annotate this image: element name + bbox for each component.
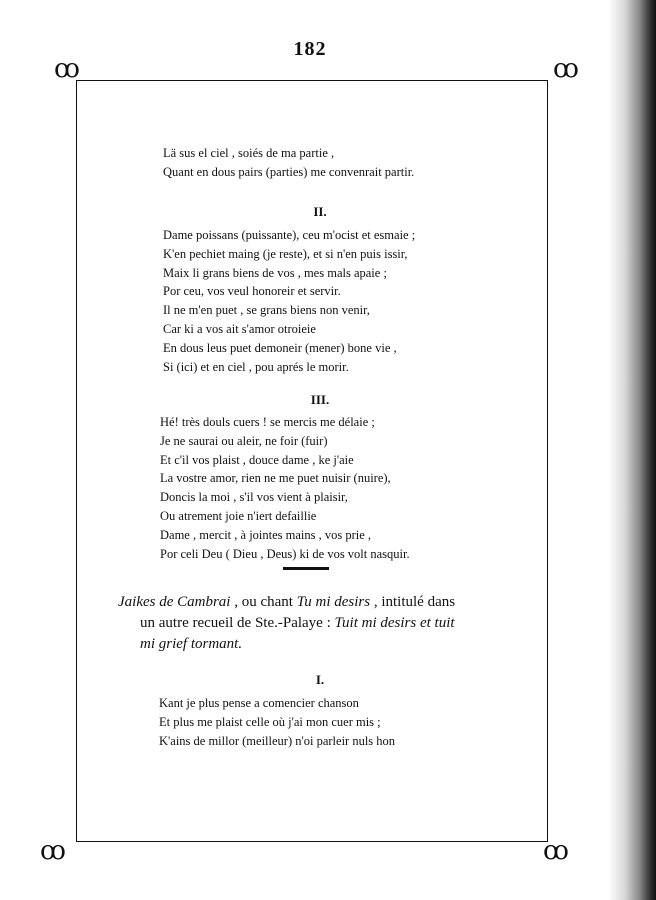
verse-line: Il ne m'en puet , se grans biens non venir, — [163, 303, 370, 318]
verse-line: Dame , mercit , à jointes mains , vos prie , — [160, 527, 372, 542]
section-divider-rule — [283, 567, 329, 570]
verse-line: Si (ici) et en ciel , pou aprés le morir. — [163, 359, 349, 374]
alternate-title-cont: mi grief tormant. — [140, 636, 243, 652]
verse-line: Ou atrement joie n'iert defaillie — [160, 508, 317, 523]
corner-ornament-bottom-left: ꝏ — [40, 836, 66, 866]
corner-ornament-top-left: ꝏ — [54, 54, 80, 84]
verse-line: Por ceu, vos veul honoreir et servir. — [163, 284, 341, 299]
verse-line: Car ki a vos ait s'amor otroieie — [163, 321, 316, 336]
verse-line: Et c'il vos plaist , douce dame , ke j'aie — [160, 452, 354, 467]
verse-line: Je ne saurai ou aleir, ne foir (fuir) — [160, 433, 328, 448]
alternate-title: Tuit mi desirs et tuit — [334, 615, 455, 631]
stanza-numeral-iii: III. — [310, 392, 330, 407]
verse-line: Et plus me plaist celle où j'ai mon cuer mis ; — [159, 714, 381, 729]
intro-text: un autre recueil de Ste.-Palaye : — [140, 615, 335, 631]
page-number: 182 — [293, 38, 327, 60]
verse-line: Kant je plus pense a comencier chanson — [159, 696, 359, 710]
stanza-numeral-i: I. — [315, 672, 325, 687]
song-introduction — [118, 592, 518, 655]
intro-line-3 — [118, 634, 518, 655]
verse-line: K'en pechiet maing (je reste), et si n'en puis issir, — [163, 246, 408, 261]
intro-line-2 — [118, 613, 518, 634]
verse-line: Por celi Deu ( Dieu , Deus) ki de vos volt nasquir. — [160, 546, 410, 561]
verse-line: Hé! très douls cuers ! se mercis me délaie ; — [160, 415, 375, 429]
stanza-iii — [160, 413, 410, 563]
verse-line: Dame poissans (puissante), ceu m'ocist et esmaie ; — [163, 228, 416, 242]
corner-ornament-bottom-right: ꝏ — [543, 836, 569, 866]
corner-ornament-top-right: ꝏ — [553, 54, 579, 84]
stanza-ii — [163, 226, 415, 376]
verse-line: La vostre amor, rien ne me puet nuisir (nuire), — [160, 471, 391, 486]
verse-line: Maix li grans biens de vos , mes mals apaie ; — [163, 265, 387, 280]
verse-line: Lä sus el ciel , soiés de ma partie , — [163, 146, 335, 160]
stanza-i — [159, 694, 395, 750]
author-name: Jaikes de Cambrai , — [118, 594, 238, 610]
verse-line: Doncis la moi , s'il vos vient à plaisir, — [160, 490, 348, 505]
page-edge-shadow — [608, 0, 656, 900]
continuation-stanza — [163, 144, 414, 182]
stanza-numeral-ii: II. — [313, 204, 327, 219]
verse-line: Quant en dous pairs (parties) me convenrait partir. — [163, 164, 415, 179]
verse-line: K'ains de millor (meilleur) n'oi parleir nuls hon — [159, 733, 396, 748]
intro-line-1 — [118, 592, 518, 613]
verse-line: En dous leus puet demoneir (mener) bone vie , — [163, 340, 397, 355]
intro-text: intitulé dans — [377, 594, 456, 610]
song-title: Tu mi desirs , — [296, 594, 378, 610]
intro-text: ou chant — [237, 594, 297, 610]
